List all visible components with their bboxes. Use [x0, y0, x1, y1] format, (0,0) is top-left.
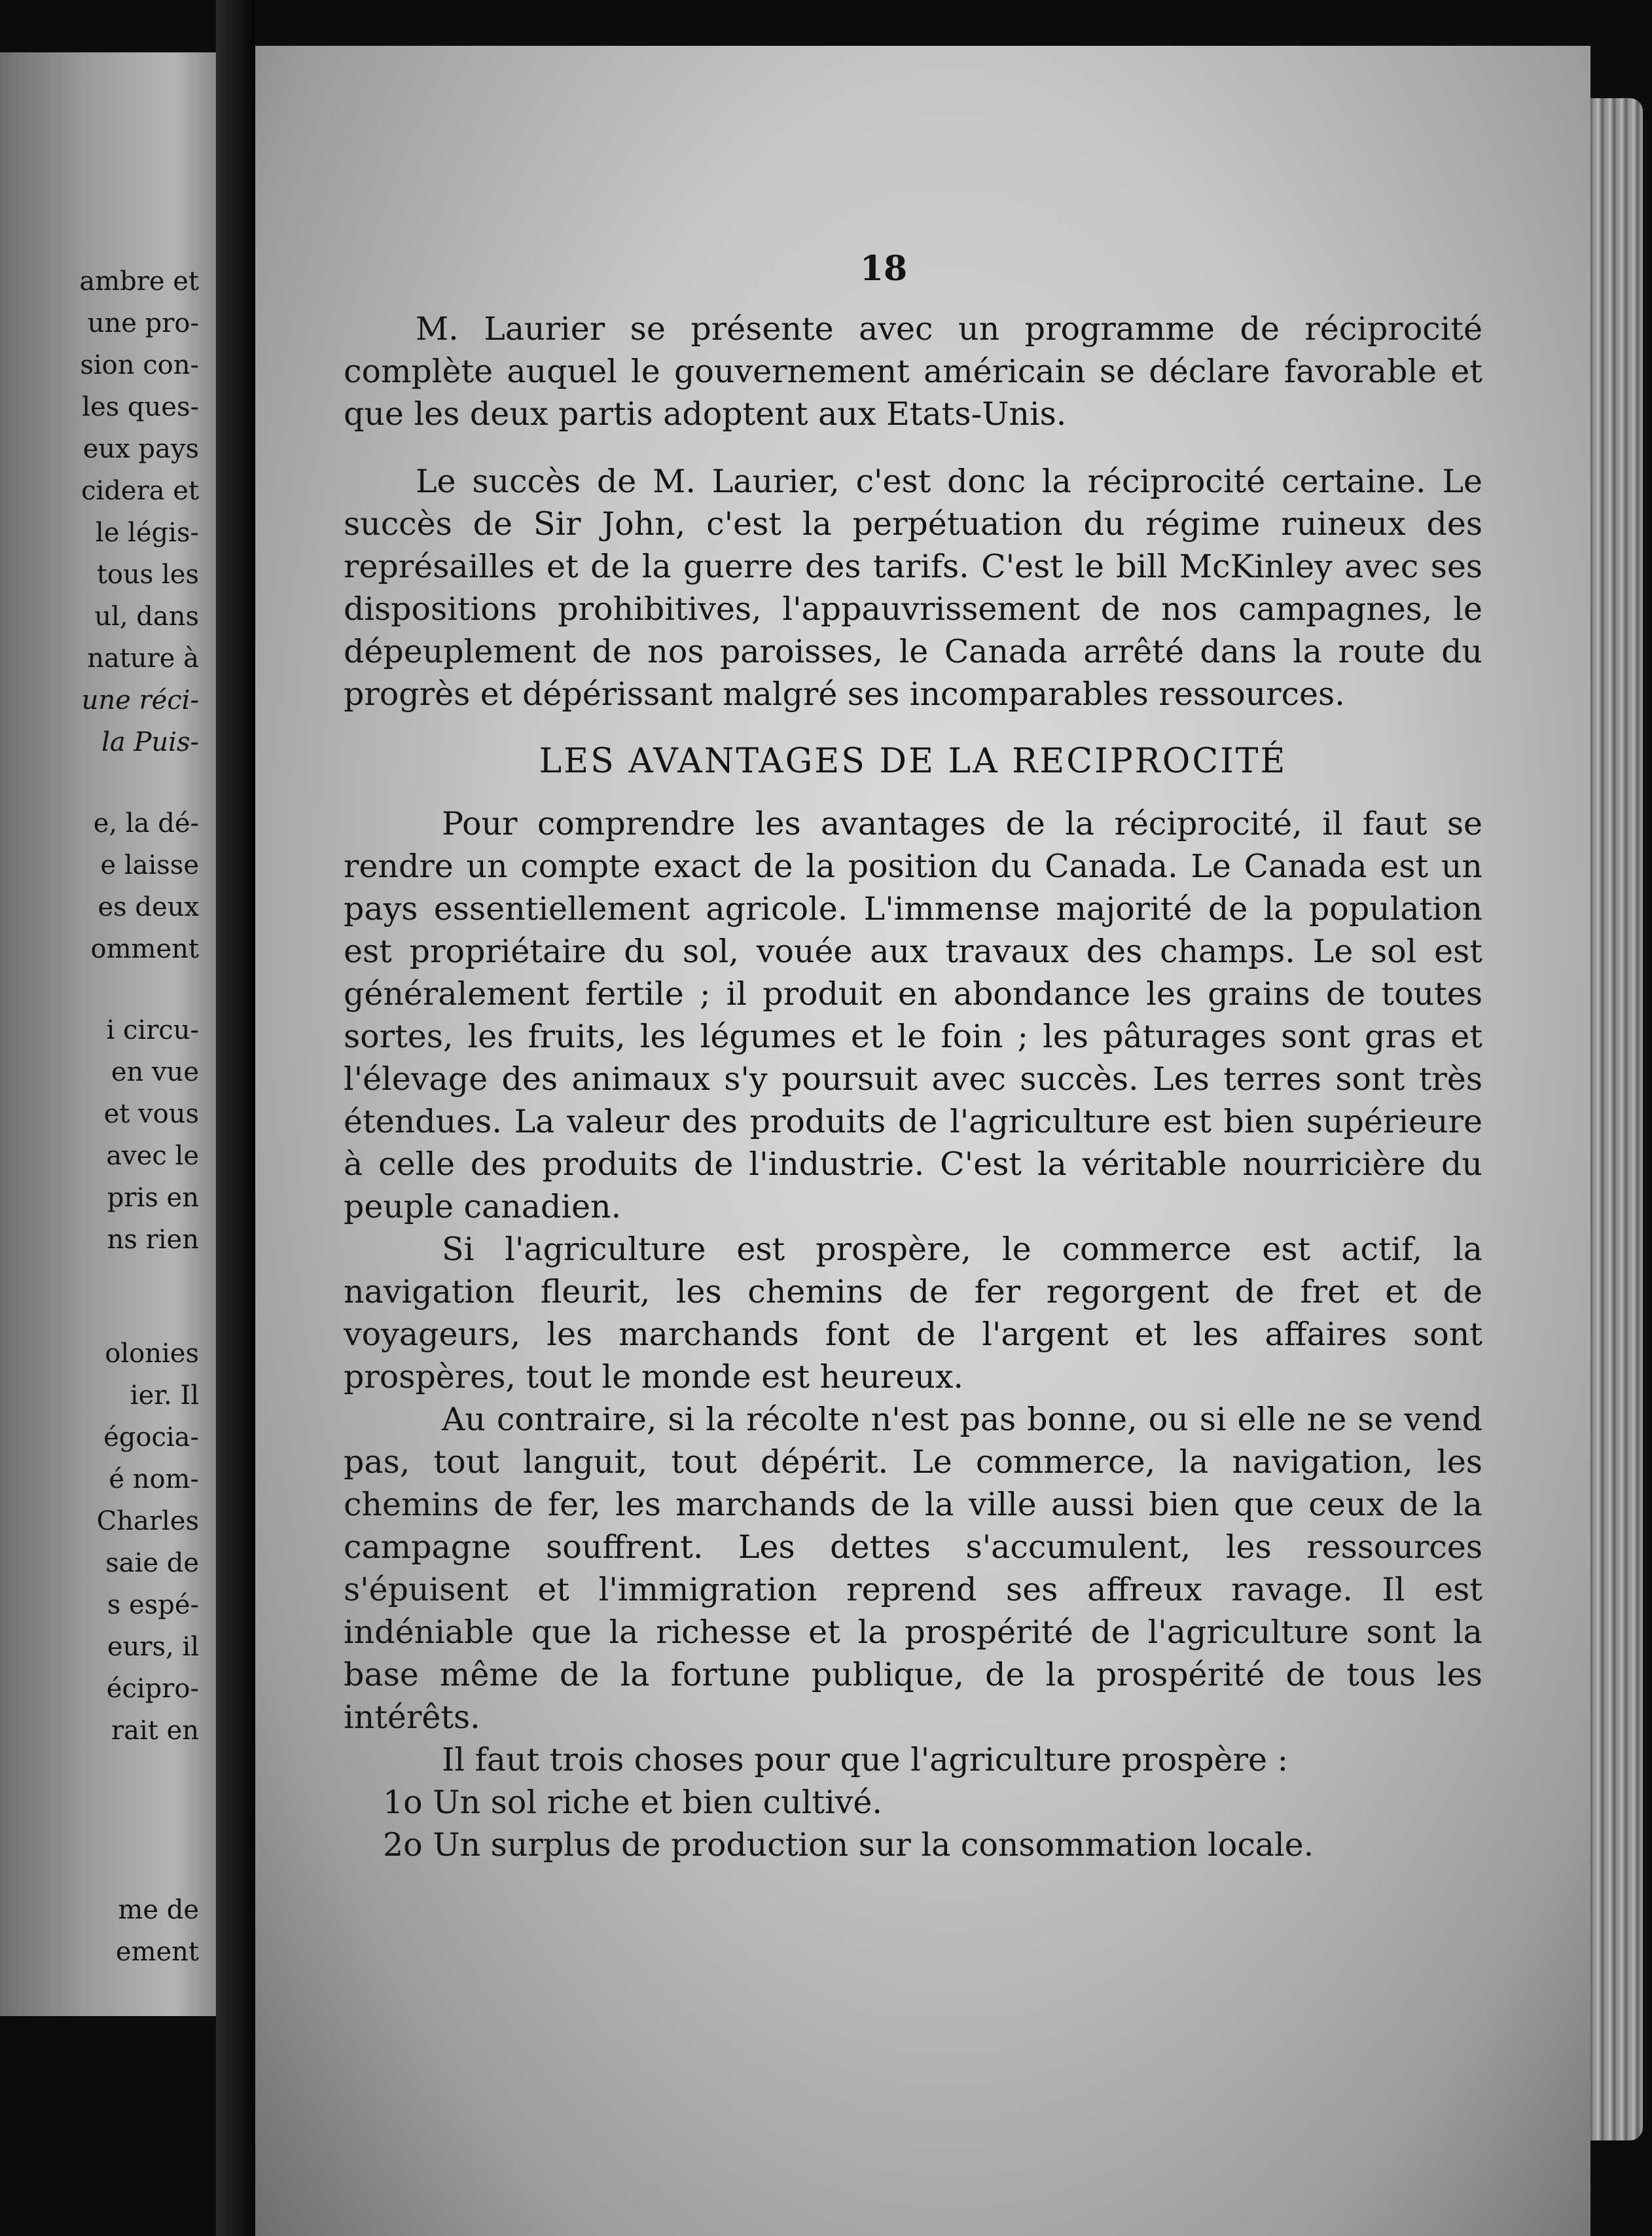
left-page-fragment: s espé- — [107, 1590, 199, 1620]
left-page-fragment: é nom- — [109, 1464, 199, 1494]
left-page-fragment: ement — [115, 1937, 199, 1967]
paragraph-canada-agricultural: Pour comprendre les avantages de la réciprocité, il faut se rendre un compte exact de la position du Canada. Le Canada est un pays essentiellement agricole. L'immense majorité de la population est propriétaire du sol, vouée aux travaux des champs. Le sol est généralement fertile ; il produit en abondance les grains de toutes sortes, les fruits, les légumes et le foin ; les pâturages sont gras et l'élevage des animaux s'y poursuit avec succès. Les terres sont très étendues. La valeur des produits de l'agriculture est bien supérieure à celle des produits de l'industrie. C'est la véritable nourricière du peuple canadien. — [344, 805, 1482, 1225]
left-page-fragment: e, la dé- — [93, 808, 199, 838]
left-page-fragment: la Puis- — [101, 727, 199, 757]
paragraph-agriculture-prosperous: Si l'agriculture est prospère, le commerce est actif, la navigation fleurit, les chemins de fer regorgent de fret et de voyageurs, les marchands font de l'argent et les affaires sont prospères, tout le monde est heureux. — [344, 1231, 1482, 1396]
left-page-fragment: une pro- — [87, 308, 199, 338]
left-page-fragment: me de — [118, 1895, 199, 1925]
left-page-fragment: le légis- — [95, 518, 199, 548]
paragraph-three-things: Il faut trois choses pour que l'agriculture prospère : — [442, 1741, 1289, 1778]
left-page-fragment: ul, dans — [94, 602, 199, 632]
left-page-fragment: olonies — [105, 1339, 199, 1369]
left-page-fragment: i circu- — [106, 1015, 199, 1045]
left-page-fragment: saie de — [105, 1548, 199, 1578]
left-page-fragment: avec le — [106, 1141, 199, 1171]
left-page-fragment: es deux — [98, 892, 199, 922]
list-item-rich-soil: 1o Un sol riche et bien cultivé. — [383, 1784, 882, 1821]
left-page-fragment: ier. Il — [130, 1380, 199, 1411]
left-page-fragment: et vous — [103, 1099, 199, 1129]
book-gutter-shadow — [216, 0, 255, 2236]
left-page-fragment: nature à — [87, 643, 199, 674]
left-page-fragment: ambre et — [79, 266, 199, 297]
paragraph-laurier-program: M. Laurier se présente avec un programme de réciprocité complète auquel le gouvernement américain se déclare favorable et que les deux partis adoptent aux Etats-Unis. — [344, 310, 1482, 433]
left-facing-page — [0, 52, 216, 2016]
left-page-fragment: les ques- — [82, 392, 199, 422]
list-item-production-surplus: 2o Un surplus de production sur la consommation locale. — [383, 1826, 1314, 1864]
left-page-fragment: égocia- — [103, 1422, 199, 1452]
left-page-fragment: cidera et — [81, 476, 199, 506]
left-page-fragment: omment — [90, 934, 199, 964]
left-page-fragment: ns rien — [107, 1225, 199, 1255]
left-page-fragment: tous les — [96, 560, 199, 590]
left-page-fragment: Charles — [96, 1506, 199, 1536]
page-number: 18 — [859, 249, 908, 289]
left-page-fragment: eux pays — [82, 434, 199, 464]
paragraph-laurier-success: Le succès de M. Laurier, c'est donc la réciprocité certaine. Le succès de Sir John, c'est la perpétuation du régime ruineux des représailles et de la guerre des tarifs. C'est le bill McKinley avec ses dispositions prohibitives, l'appauvrissement de nos campagnes, le dépeuplement de nos paroisses, le Canada arrêté dans la route du progrès et dépérissant malgré ses incomparables ressources. — [344, 463, 1482, 713]
left-page-fragment: en vue — [111, 1057, 199, 1087]
section-heading: LES AVANTAGES DE LA RECIPROCITÉ — [539, 742, 1287, 781]
left-page-fragment: sion con- — [80, 350, 199, 380]
left-page-fragment: eurs, il — [107, 1632, 199, 1662]
page-body-text — [344, 308, 1482, 1866]
left-page-fragment: une réci- — [81, 685, 199, 715]
left-page-fragment: écipro- — [106, 1674, 199, 1704]
left-page-fragment: rait en — [111, 1716, 199, 1746]
left-page-fragment: e laisse — [100, 850, 199, 880]
book-page — [255, 46, 1590, 2236]
left-page-fragment: pris en — [107, 1183, 199, 1213]
paragraph-bad-harvest: Au contraire, si la récolte n'est pas bonne, ou si elle ne se vend pas, tout languit, tout dépérit. Le commerce, la navigation, les chemins de fer, les marchands de la ville aussi bien que ceux de la campagne souffrent. Les dettes s'accumulent, les ressources s'épuisent et l'immigration reprend ses affreux ravage. Il est indéniable que la richesse et la prospérité de l'agriculture sont la base même de la fortune publique, de la prospérité de tous les intérêts. — [344, 1401, 1482, 1736]
